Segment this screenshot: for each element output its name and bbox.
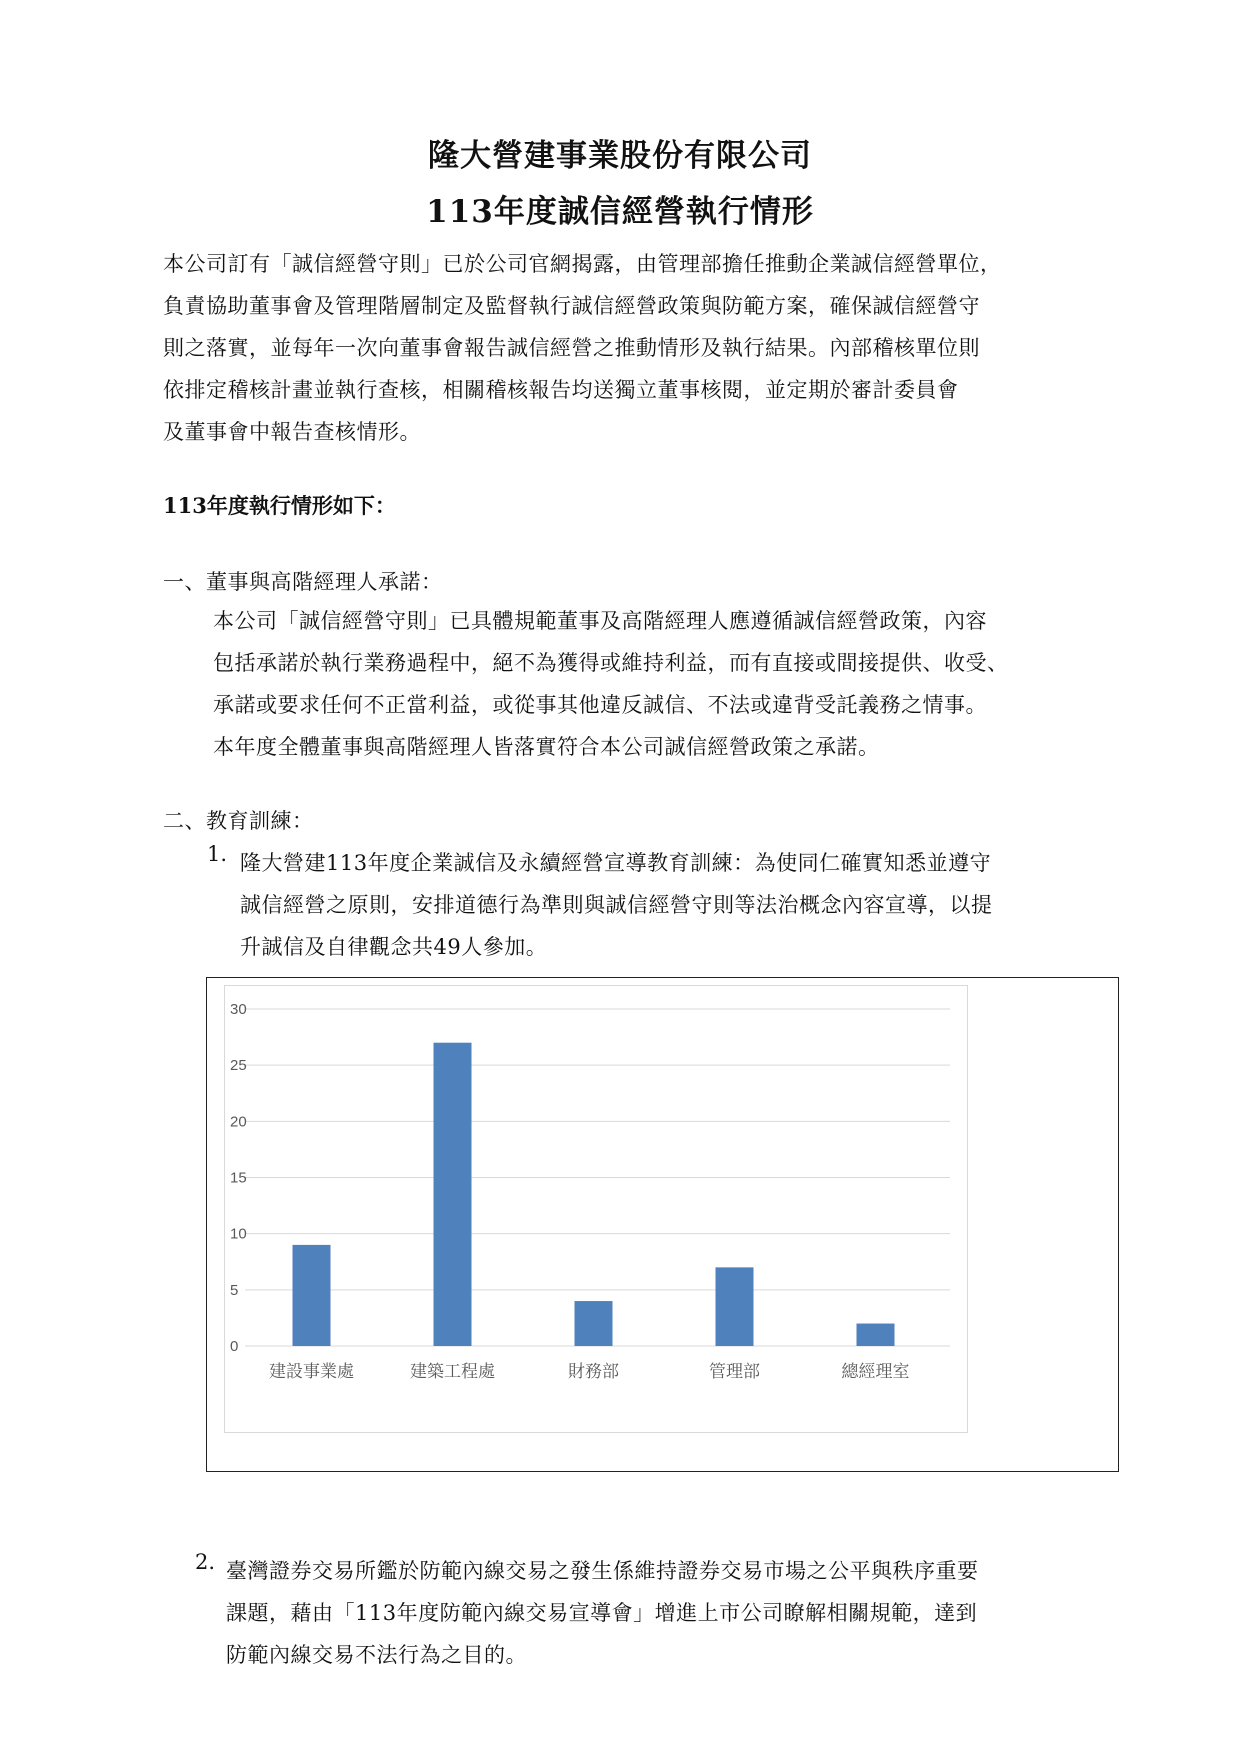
report-title: 113年度誠信經營執行情形	[426, 194, 814, 230]
x-tick-label: 管理部	[709, 1362, 760, 1381]
item1-line: 誠信經營之原則，安排道德行為準則與誠信經營守則等法治概念內容宣導，以提	[240, 893, 993, 917]
item1-body	[240, 842, 1120, 968]
intro-line: 負責協助董事會及管理階層制定及監督執行誠信經營政策與防範方案，確保誠信經營守	[163, 294, 980, 318]
x-tick-label: 總經理室	[841, 1362, 910, 1381]
chart-area	[224, 985, 968, 1433]
item2-line: 防範內線交易不法行為之目的。	[226, 1643, 527, 1667]
intro-line: 及董事會中報告查核情形。	[163, 420, 421, 444]
intro-line: 本公司訂有「誠信經營守則」已於公司官網揭露，由管理部擔任推動企業誠信經營單位，	[163, 252, 1002, 276]
section1-line: 包括承諾於執行業務過程中，絕不為獲得或維持利益，而有直接或間接提供、收受、	[213, 651, 1009, 675]
item2-line: 課題，藉由「113年度防範內線交易宣導會」增進上市公司瞭解相關規範，達到	[226, 1601, 978, 1625]
intro-line: 依排定稽核計畫並執行查核，相關稽核報告均送獨立董事核閱，並定期於審計委員會	[163, 378, 959, 402]
bar-chart	[225, 986, 967, 1432]
bar	[293, 1245, 331, 1346]
execution-heading: 113年度執行情形如下：	[163, 493, 396, 518]
item1-line: 隆大營建113年度企業誠信及永續經營宣導教育訓練：為使同仁確實知悉並遵守	[240, 851, 992, 875]
intro-line: 則之落實，並每年一次向董事會報告誠信經營之推動情形及執行結果。內部稽核單位則	[163, 336, 980, 360]
item1-number: 1.	[207, 842, 228, 866]
bar	[857, 1324, 895, 1346]
bar	[716, 1267, 754, 1346]
company-title: 隆大營建事業股份有限公司	[428, 138, 812, 174]
y-tick-label: 10	[230, 1225, 247, 1243]
item1-line: 升誠信及自律觀念共49人參加。	[240, 935, 548, 959]
item2-number: 2.	[195, 1550, 216, 1574]
x-tick-label: 建設事業處	[269, 1362, 354, 1381]
section1-line: 本年度全體董事與高階經理人皆落實符合本公司誠信經營政策之承諾。	[213, 735, 880, 759]
bar	[434, 1043, 472, 1346]
section1-body	[213, 600, 1153, 768]
y-tick-label: 25	[230, 1057, 247, 1075]
section2-title: 二、教育訓練：	[163, 809, 314, 833]
bar	[575, 1301, 613, 1346]
item2-body	[226, 1550, 1120, 1676]
y-tick-label: 5	[230, 1281, 239, 1299]
x-tick-label: 建築工程處	[410, 1362, 495, 1381]
y-tick-label: 30	[230, 1001, 247, 1018]
x-tick-label: 財務部	[568, 1362, 619, 1381]
y-tick-label: 20	[230, 1113, 247, 1131]
intro-paragraph	[163, 243, 1123, 453]
y-tick-label: 0	[230, 1338, 239, 1355]
item2-line: 臺灣證券交易所鑑於防範內線交易之發生係維持證券交易市場之公平與秩序重要	[226, 1559, 979, 1583]
y-tick-label: 15	[230, 1169, 247, 1187]
section1-line: 承諾或要求任何不正當利益，或從事其他違反誠信、不法或違背受託義務之情事。	[213, 693, 987, 717]
section1-line: 本公司「誠信經營守則」已具體規範董事及高階經理人應遵循誠信經營政策，內容	[213, 609, 987, 633]
section1-title: 一、董事與高階經理人承諾：	[163, 570, 443, 594]
